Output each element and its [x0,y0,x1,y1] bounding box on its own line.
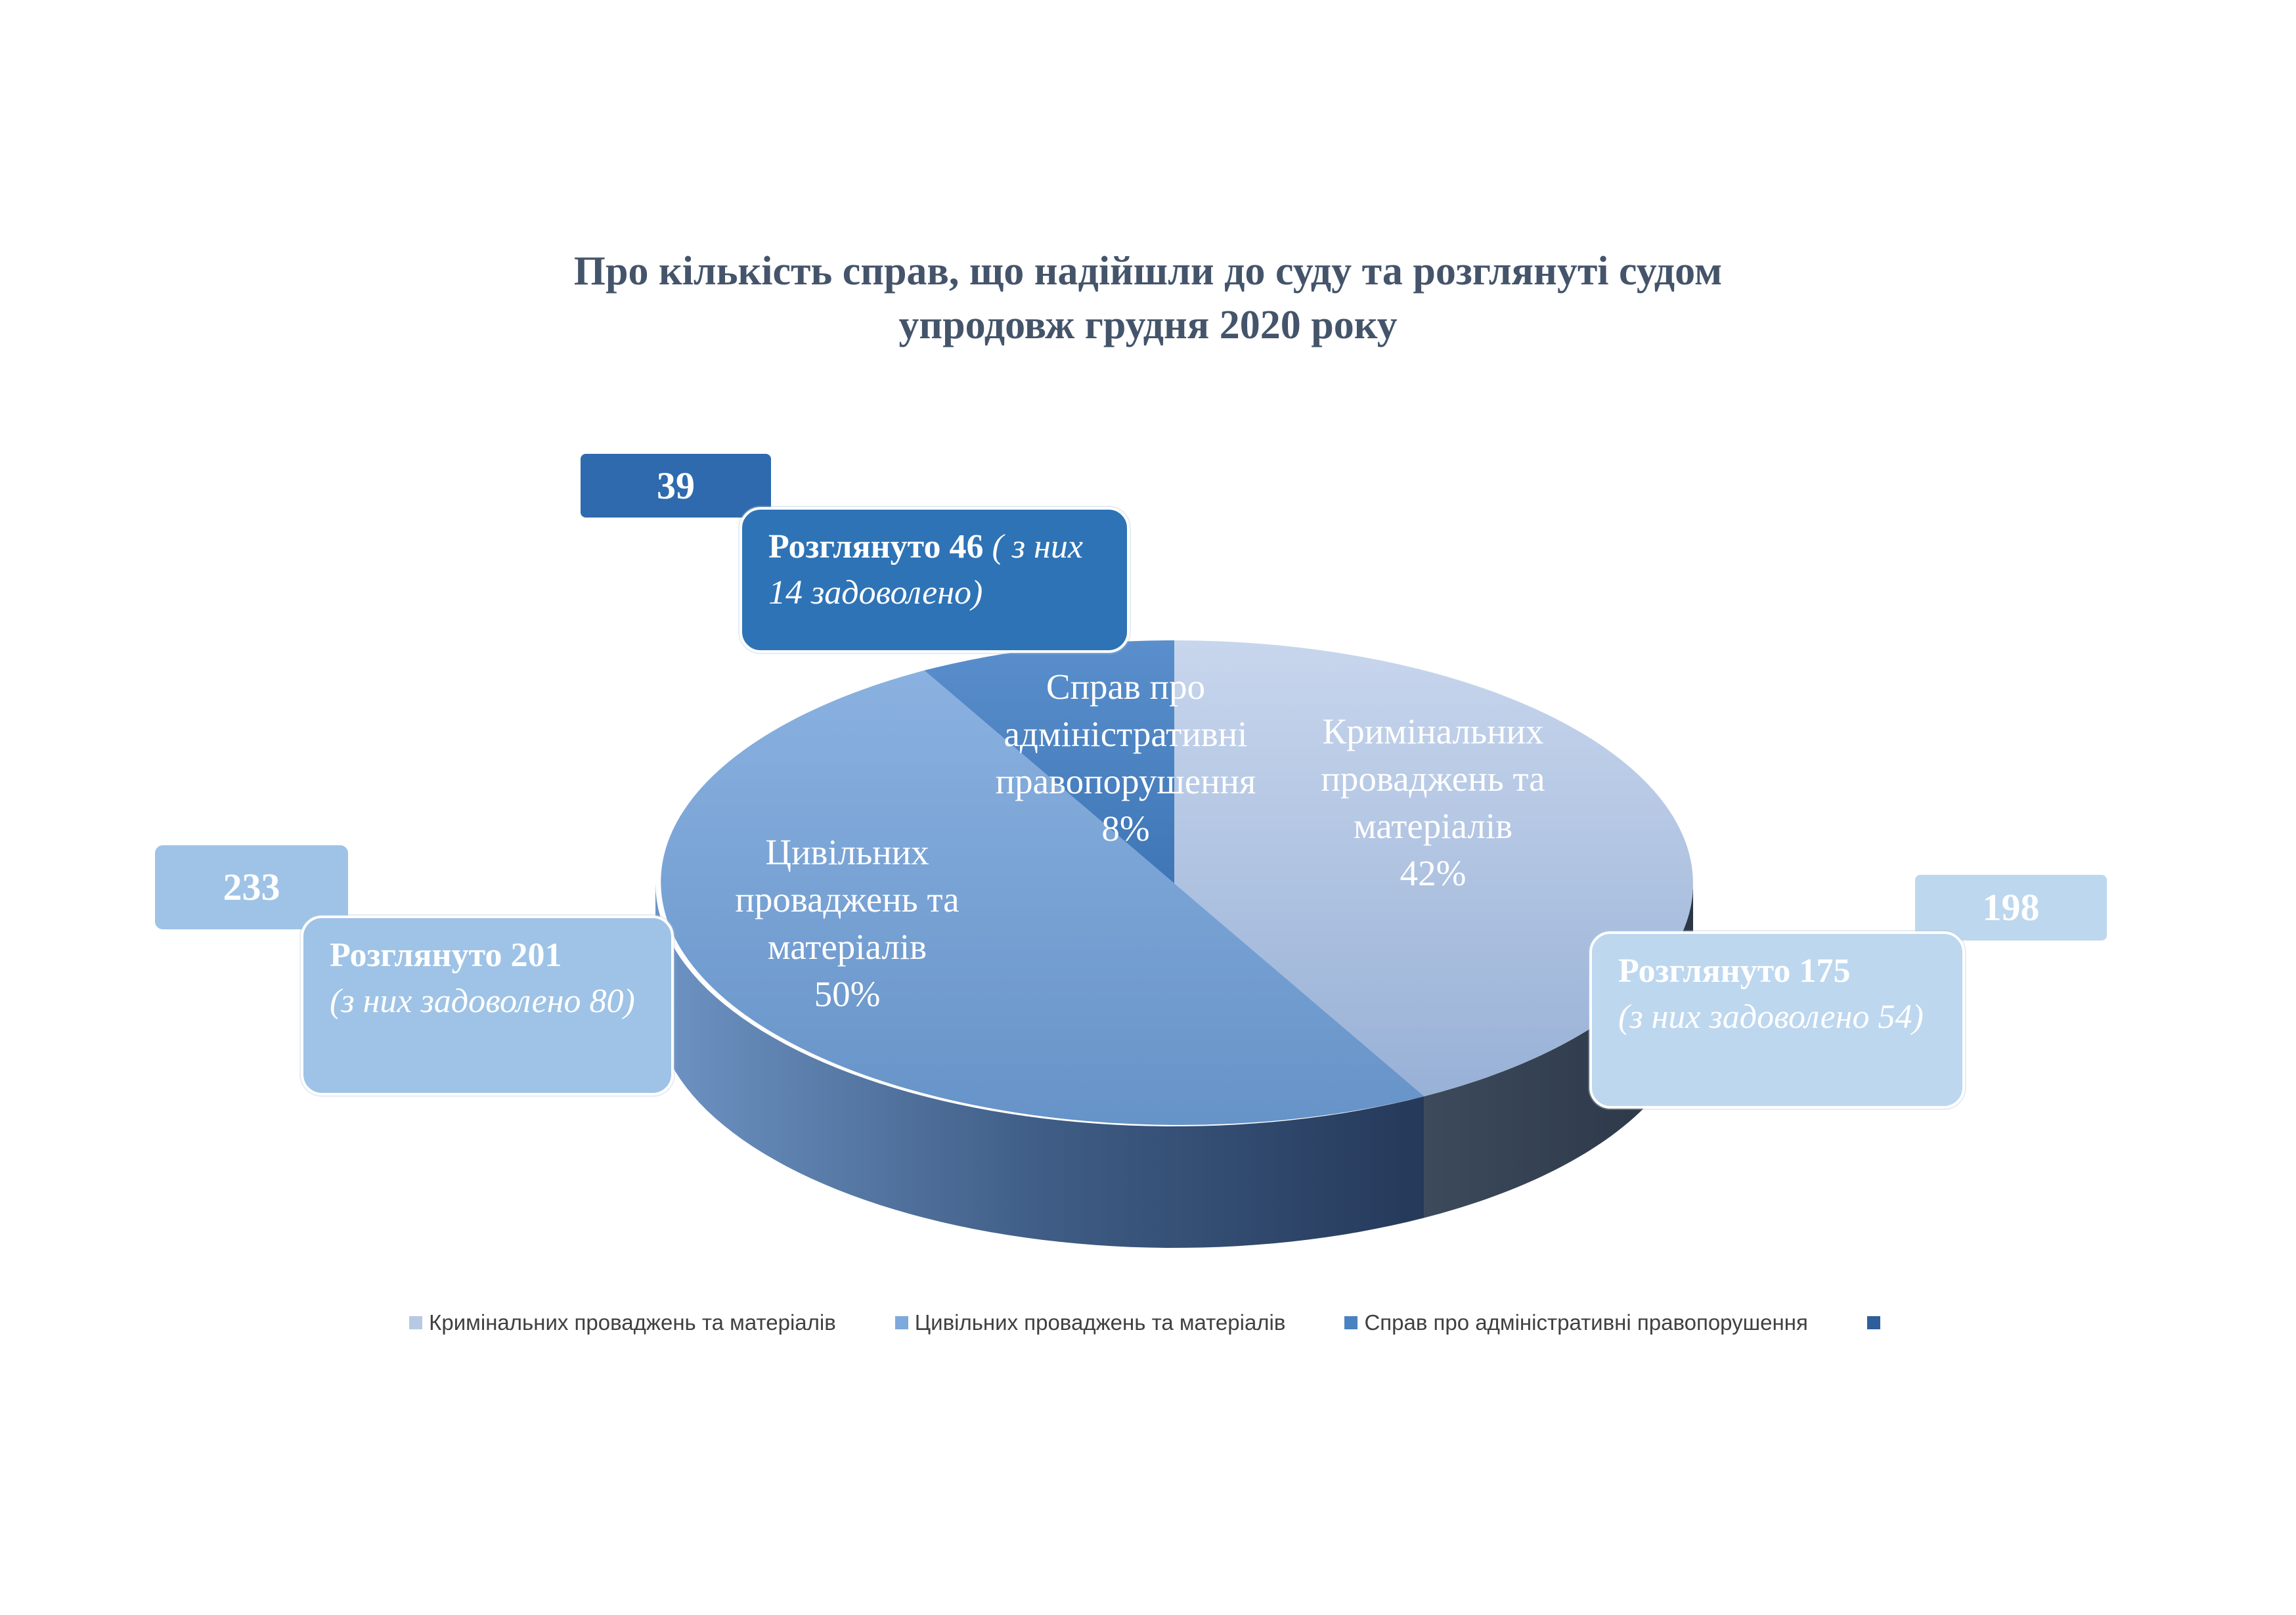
criminal-reviewed-count: Розглянуто 175 [1618,952,1851,990]
legend-item-extra [1867,1316,1887,1329]
civil-reviewed-note: (з них задоволено 80) [330,983,635,1020]
legend-swatch-criminal [409,1316,422,1329]
civil-received-count: 233 [155,845,348,929]
slice-label-criminal: Кримінальних проваджень та матеріалів 42% [1321,708,1545,897]
civil-reviewed-box [301,916,674,1095]
civil-reviewed-count: Розглянуто 201 [330,937,562,974]
chart-title-line-1: Про кількість справ, що надійшли до суду та розглянуті судом [573,249,1723,294]
legend-swatch-civil [895,1316,908,1329]
admin-reviewed-box [740,507,1130,653]
criminal-reviewed-note: (з них задоволено 54) [1618,998,1924,1036]
legend-item-civil [895,1310,1286,1335]
admin-received-count: 39 [578,451,774,520]
legend-swatch-extra [1867,1316,1880,1329]
legend-swatch-admin [1344,1316,1358,1329]
admin-reviewed-count: Розглянуто 46 [768,528,984,565]
legend-item-admin [1344,1310,1807,1335]
slice-label-admin: Справ про адміністративні правопорушення 8% [996,663,1256,852]
legend-label-criminal: Кримінальних проваджень та матеріалів [429,1310,836,1335]
chart-legend [0,1310,2296,1335]
criminal-received-count: 198 [1912,872,2109,943]
legend-item-criminal [409,1310,836,1335]
slice-label-civil: Цивільних проваджень та матеріалів 50% [735,829,959,1018]
slice-percent-criminal: 42% [1400,853,1467,893]
legend-label-civil: Цивільних проваджень та матеріалів [914,1310,1286,1335]
admin-reviewed-note: ( з них 14 задоволено) [768,528,1083,611]
criminal-reviewed-box [1589,931,1965,1109]
legend-label-admin: Справ про адміністративні правопорушення [1364,1310,1808,1335]
chart-title-line-2: упродовж грудня 2020 року [898,303,1398,347]
slice-percent-admin: 8% [1101,808,1150,849]
slice-percent-civil: 50% [814,974,881,1014]
